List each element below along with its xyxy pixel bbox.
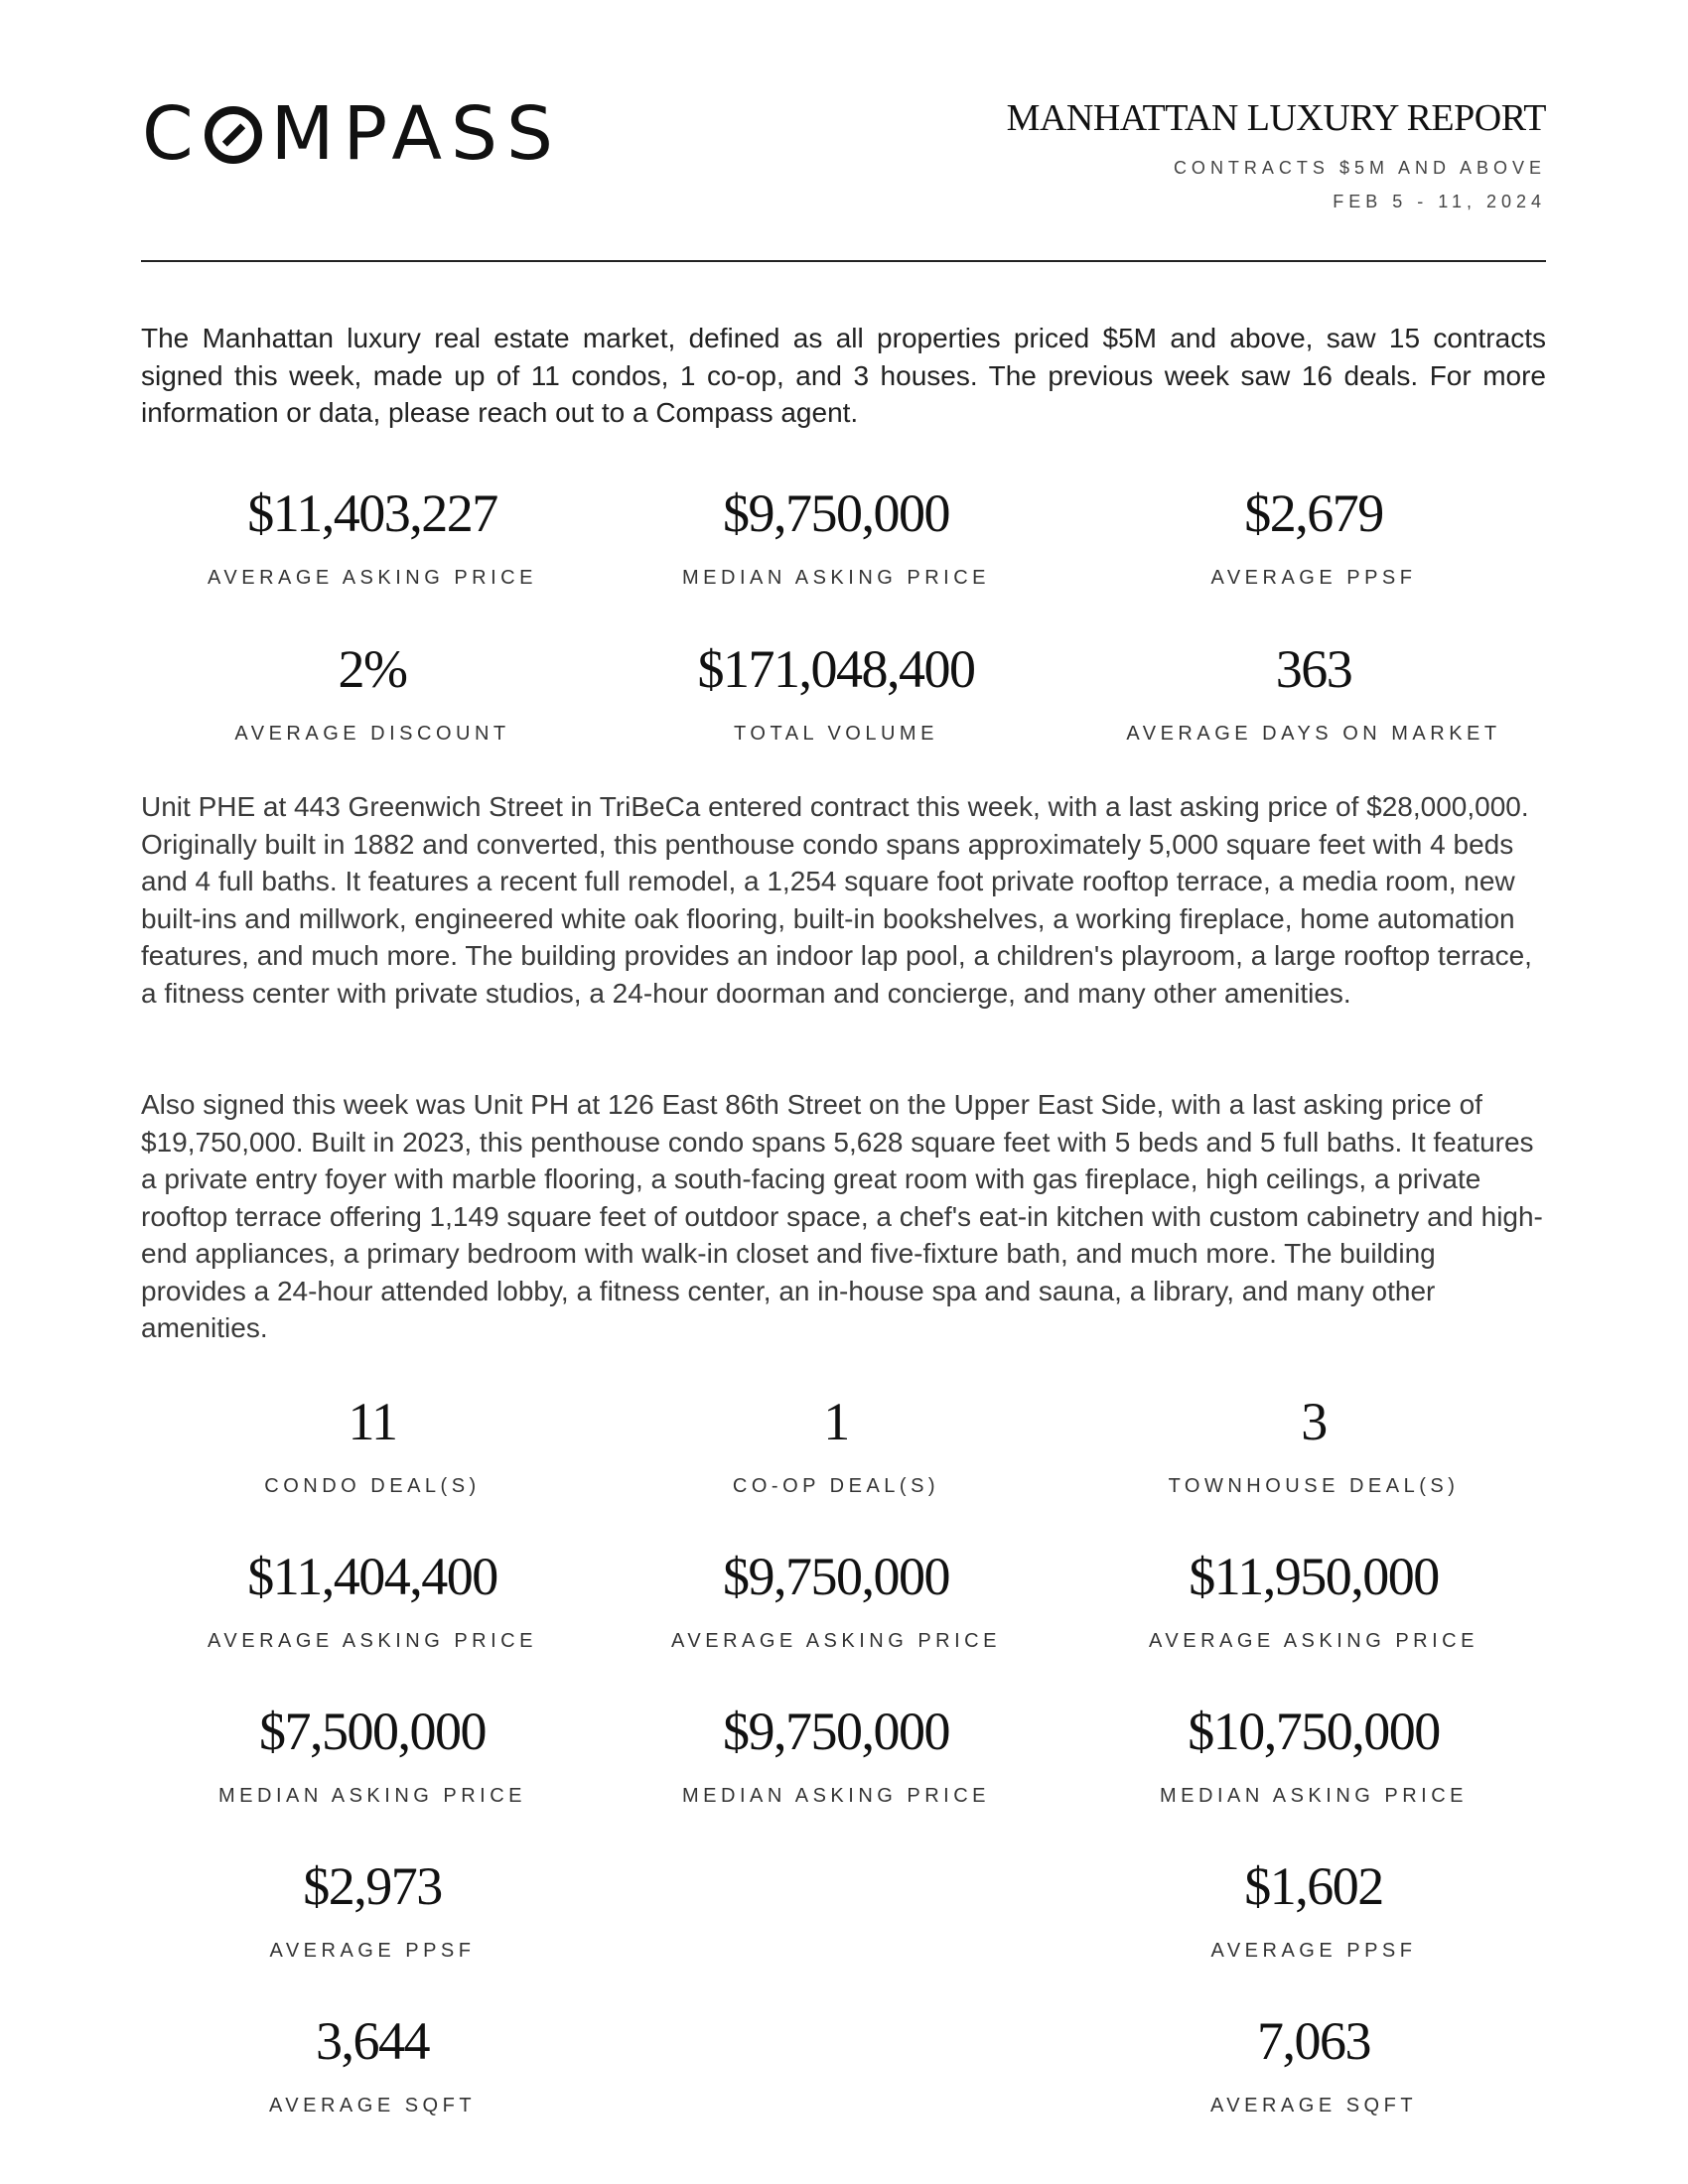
- stat-value: $10,750,000: [1188, 1702, 1440, 1761]
- stat-value: 2%: [338, 639, 407, 699]
- stat-value: $9,750,000: [723, 1547, 949, 1606]
- condo-median-asking-price: [139, 1702, 606, 1807]
- report-date-range: FEB 5 - 11, 2024: [1333, 192, 1546, 211]
- stat-value: 1: [823, 1392, 849, 1451]
- stat-label: AVERAGE PPSF: [1210, 1940, 1417, 1962]
- stat-value: $7,500,000: [259, 1702, 486, 1761]
- stat-value: $2,679: [1244, 483, 1383, 543]
- compass-o-icon: [205, 106, 262, 164]
- stat-label: MEDIAN ASKING PRICE: [1160, 1785, 1468, 1807]
- townhouse-average-ppsf: [1080, 1856, 1547, 1962]
- condo-average-sqft: [139, 2011, 606, 2116]
- townhouse-average-asking-price: [1080, 1547, 1547, 1652]
- coop-average-asking-price: [603, 1547, 1069, 1652]
- logo-text-end: MPASS: [270, 91, 562, 177]
- stat-average-ppsf: [1080, 483, 1547, 589]
- stat-label: MEDIAN ASKING PRICE: [682, 1785, 990, 1807]
- stat-average-discount: [139, 639, 606, 745]
- stat-label: TOTAL VOLUME: [734, 723, 938, 745]
- townhouse-deals: [1080, 1392, 1547, 1497]
- townhouse-median-asking-price: [1080, 1702, 1547, 1807]
- intro-paragraph: The Manhattan luxury real estate market, defined as all properties priced $5M and above, saw 15 contracts signed this week, made up of 11 condos, 1 co-op, and 3 houses. The previous week saw 16 deals. For more information or data, please reach out to a Compass agent.: [141, 323, 1546, 428]
- condo-average-asking-price: [139, 1547, 606, 1652]
- stat-value: $2,973: [303, 1856, 442, 1916]
- condo-average-ppsf: [139, 1856, 606, 1962]
- stat-label: MEDIAN ASKING PRICE: [682, 567, 990, 589]
- stat-label: AVERAGE PPSF: [269, 1940, 476, 1962]
- stat-label: CONDO DEAL(S): [264, 1475, 481, 1497]
- report-title: MANHATTAN LUXURY REPORT: [1006, 97, 1546, 139]
- stat-label: AVERAGE SQFT: [268, 2095, 477, 2116]
- highlight-paragraph-1: Unit PHE at 443 Greenwich Street in TriBeCa entered contract this week, with a last asking price of $28,000,000. Originally built in 1882 and converted, this penthouse condo spans approximately 5,000 square feet with 4 beds and 4 full baths. It features a recent full remodel, a 1,254 square foot private rooftop terrace, a media room, new built-ins and millwork, engineered white oak flooring, built-in bookshelves, a working fireplace, home automation features, and much more. The building provides an indoor lap pool, a children's playroom, a large rooftop terrace, a fitness center with private studios, a 24-hour doorman and concierge, and many other amenities.: [141, 791, 1532, 1009]
- stat-value: 3,644: [316, 2011, 429, 2071]
- stat-value: 7,063: [1257, 2011, 1370, 2071]
- townhouse-average-sqft: [1080, 2011, 1547, 2116]
- stat-value: $9,750,000: [723, 1702, 949, 1761]
- stat-label: AVERAGE SQFT: [1209, 2095, 1418, 2116]
- coop-deals: [603, 1392, 1069, 1497]
- stat-label: TOWNHOUSE DEAL(S): [1168, 1475, 1460, 1497]
- coop-median-asking-price: [603, 1702, 1069, 1807]
- stat-value: $171,048,400: [697, 639, 975, 699]
- stat-value: $11,950,000: [1189, 1547, 1439, 1606]
- stat-average-asking-price: [139, 483, 606, 589]
- header-divider: [141, 260, 1546, 262]
- stat-value: $1,602: [1244, 1856, 1383, 1916]
- report-subtitle: CONTRACTS $5M AND ABOVE: [1173, 158, 1546, 178]
- stat-label: AVERAGE ASKING PRICE: [1149, 1630, 1478, 1652]
- stat-value: $11,404,400: [247, 1547, 497, 1606]
- stat-value: $9,750,000: [723, 483, 949, 543]
- stat-total-volume: [603, 639, 1069, 745]
- stat-label: AVERAGE DISCOUNT: [234, 723, 510, 745]
- stat-label: AVERAGE ASKING PRICE: [208, 567, 537, 589]
- stat-median-asking-price: [603, 483, 1069, 589]
- compass-logo: [142, 91, 562, 177]
- highlight-paragraph-2: Also signed this week was Unit PH at 126 East 86th Street on the Upper East Side, with a last asking price of $19,750,000. Built in 2023, this penthouse condo spans 5,628 square feet with 5 beds and 5 full baths. It features a private entry foyer with marble flooring, a south-facing great room with gas fireplace, high ceilings, a private rooftop terrace offering 1,149 square feet of outdoor space, a chef's eat-in kitchen with custom cabinetry and high-end appliances, a primary bedroom with walk-in closet and five-fixture bath, and much more. The building provides a 24-hour attended lobby, a fitness center, an in-house spa and sauna, a library, and many other amenities.: [141, 1089, 1543, 1343]
- condo-deals: [139, 1392, 606, 1497]
- stat-label: AVERAGE ASKING PRICE: [671, 1630, 1001, 1652]
- stat-value: 363: [1275, 639, 1352, 699]
- stat-label: AVERAGE ASKING PRICE: [208, 1630, 537, 1652]
- report-header: [1007, 99, 1546, 210]
- logo-text-start: C: [142, 91, 203, 177]
- stat-value: 3: [1301, 1392, 1327, 1451]
- stat-label: CO-OP DEAL(S): [732, 1475, 940, 1497]
- stat-value: 11: [348, 1392, 397, 1451]
- stat-label: AVERAGE PPSF: [1210, 567, 1417, 589]
- stat-value: $11,403,227: [247, 483, 497, 543]
- stat-average-days-on-market: [1080, 639, 1547, 745]
- stat-label: MEDIAN ASKING PRICE: [218, 1785, 526, 1807]
- stat-label: AVERAGE DAYS ON MARKET: [1126, 723, 1501, 745]
